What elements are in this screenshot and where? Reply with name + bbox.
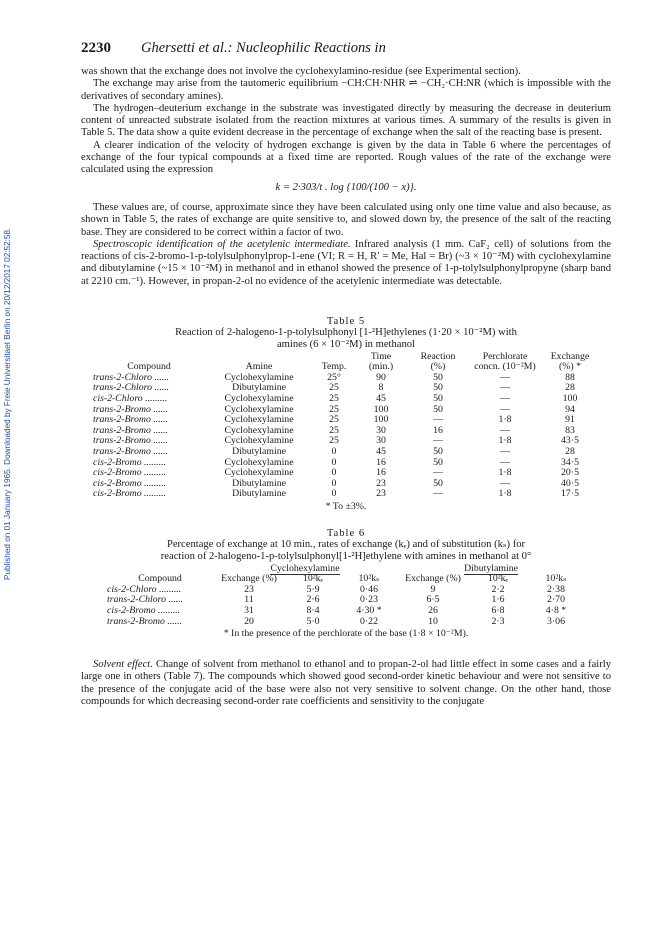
- table5-cell: Dibutylamine: [232, 445, 286, 457]
- table5-cell: 94: [565, 403, 575, 415]
- table5-cell: 17·5: [561, 488, 579, 500]
- table5-header-top-cell: Exchange: [550, 350, 590, 362]
- table5-cell: 30: [376, 435, 386, 447]
- table6-cell: 9: [430, 583, 436, 595]
- table6-cell: 0·46: [360, 583, 378, 595]
- table5-caption-line2: amines (6 × 10⁻²M) in methanol: [276, 339, 416, 351]
- paragraph-2: The exchange may arise from the tautomeric equilibrium −CH:CH·NHR ⇌ −CH₂·CH:NR (which is impossible with the derivatives of secondary amines).: [81, 78, 611, 102]
- table5-cell: 0: [331, 467, 337, 479]
- table5-cell: 0: [331, 477, 337, 489]
- table5-cell: 100: [373, 403, 389, 415]
- table5-cell: 45: [376, 445, 386, 457]
- table5-cell: 0: [331, 456, 337, 468]
- table5-header-cell: concn. (10⁻²M): [474, 361, 536, 373]
- table6-footnote: * In the presence of the perchlorate of the base (1·8 × 10⁻²M).: [223, 628, 469, 640]
- table5-header-cell: Temp.: [321, 361, 347, 373]
- table5-cell: —: [433, 414, 443, 426]
- table6-header-cell: Compound: [138, 573, 182, 585]
- running-title: Ghersetti et al.: Nucleophilic Reactions in: [141, 40, 386, 56]
- table5-cell: 1·8: [498, 435, 512, 447]
- table6-cell: 23: [244, 583, 254, 595]
- table5-cell: —: [500, 477, 510, 489]
- table6-cell: 2·2: [491, 583, 505, 595]
- table5-cell: —: [500, 456, 510, 468]
- table5-cell: cis-2-Bromo .........: [93, 477, 167, 489]
- table6-cell: 3·06: [547, 615, 565, 627]
- table5-header-top-cell: Reaction: [420, 350, 456, 362]
- table5-cell: 1·8: [498, 488, 512, 500]
- solvent-heading: Solvent effect.: [93, 659, 153, 671]
- table6-cell: 6·8: [491, 604, 505, 616]
- table6-cell: 2·3: [491, 615, 505, 627]
- table5-row: [93, 468, 599, 479]
- table5-header-cell: (min.): [368, 361, 394, 373]
- table5-row: [93, 447, 599, 458]
- table5-cell: 25: [329, 414, 339, 426]
- table5-cell: 100: [562, 393, 578, 405]
- table5-cell: Cyclohexylamine: [224, 403, 294, 415]
- table6-header-cell: 10²kₑ: [302, 573, 324, 585]
- table5-header-cell: (%): [430, 361, 446, 373]
- table5-cell: 20·5: [561, 467, 579, 479]
- table5-row: [93, 394, 599, 405]
- table5-cell: trans-2-Bromo ......: [93, 424, 169, 436]
- table5-cell: 16: [433, 424, 443, 436]
- table5-cell: 25: [329, 403, 339, 415]
- spectroscopic-heading: Spectroscopic identification of the acetylenic intermediate.: [93, 238, 351, 250]
- table5-row: [93, 415, 599, 426]
- table5-cell: 30: [376, 424, 386, 436]
- table5-cell: Cyclohexylamine: [224, 393, 294, 405]
- paragraph-1: was shown that the exchange does not involve the cyclohexylamino-residue (see Experimental section).: [81, 66, 521, 77]
- table6-cell: 2·38: [547, 583, 565, 595]
- table6-row: [107, 606, 585, 617]
- table5-cell: Cyclohexylamine: [224, 424, 294, 436]
- table6-cell: 1·6: [491, 594, 505, 606]
- page-number: 2230: [81, 40, 111, 56]
- table5-cell: 50: [433, 382, 443, 394]
- download-provenance-note: Published on 01 January 1965. Downloaded by Freie Universitaet Berlin on 20/12/2017 02:52:58.: [3, 227, 12, 580]
- paragraph-4: A clearer indication of the velocity of hydrogen exchange is given by the data in Table 6 where the percentages of exchange of the four typical compounds at a fixed time are reported. Rough values of the rate of the exchange were calculated using the expression: [81, 139, 611, 176]
- table5-cell: 90: [376, 371, 386, 383]
- table5-cell: —: [500, 371, 510, 383]
- table6-cell: 4·30 *: [356, 604, 382, 616]
- table5-cell: 83: [565, 424, 575, 436]
- table5-cell: trans-2-Bromo ......: [93, 403, 169, 415]
- table5-header-cell: Amine: [245, 361, 273, 373]
- table5-cell: cis-2-Chloro .........: [93, 393, 168, 405]
- table5-cell: 50: [433, 445, 443, 457]
- solvent-text: Change of solvent from methanol to ethanol and to propan-2-ol had little effect in some cases and a fairly large one in others (Table 7). The compounds which showed good second-order kinetic behaviour and were not sensitive to the presence of the conjugate acid of the base were also not very sensitive to solvent change. On the other hand, those compounds for which decreasing second-order rate coefficients and sensitivity to the conjugate: [81, 659, 612, 707]
- table6-cell: 0·23: [360, 594, 378, 606]
- table5-cell: 25: [329, 393, 339, 405]
- table5-cell: 25°: [327, 371, 341, 383]
- table5-cell: —: [433, 435, 443, 447]
- table6-header-cell: Exchange (%): [405, 573, 461, 585]
- table6-cell: 20: [244, 615, 254, 627]
- table6-cell: 10: [428, 615, 438, 627]
- table5-cell: —: [500, 382, 510, 394]
- table5-cell: 23: [376, 477, 386, 489]
- table5-cell: —: [433, 467, 443, 479]
- table5-cell: trans-2-Bromo ......: [93, 435, 169, 447]
- table5-cell: 25: [329, 424, 339, 436]
- table5-cell: —: [500, 403, 510, 415]
- table6-cell: 11: [244, 594, 254, 606]
- table5-header-cell: (%) *: [558, 361, 582, 373]
- table6: [107, 564, 585, 628]
- table6-cell: cis-2-Chloro .........: [107, 583, 182, 595]
- table5-cell: 25: [329, 435, 339, 447]
- spectroscopic-paragraph: [81, 239, 611, 288]
- table6-label: Table 6: [326, 527, 366, 539]
- table5-row: [93, 489, 599, 500]
- table5-cell: —: [433, 488, 443, 500]
- table5-cell: 50: [433, 393, 443, 405]
- table6-cell: trans-2-Bromo ......: [107, 615, 183, 627]
- table5-cell: 34·5: [561, 456, 579, 468]
- table5-cell: cis-2-Bromo .........: [93, 488, 167, 500]
- table6-cell: 4·8 *: [545, 604, 567, 616]
- table5-header-cell: Compound: [127, 361, 171, 373]
- table5-cell: 88: [565, 371, 575, 383]
- table5-cell: trans-2-Chloro ......: [93, 371, 170, 383]
- table5-cell: Cyclohexylamine: [224, 456, 294, 468]
- table5-cell: cis-2-Bromo .........: [93, 467, 167, 479]
- table6-cell: 6·5: [426, 594, 440, 606]
- table5-row: [93, 426, 599, 437]
- table5-cell: trans-2-Bromo ......: [93, 445, 169, 457]
- table5-cell: trans-2-Bromo ......: [93, 414, 169, 426]
- table6-group-dibutylamine: Dibutylamine: [464, 562, 518, 574]
- table5-cell: Dibutylamine: [232, 382, 286, 394]
- journal-page: [81, 40, 611, 708]
- table5-body: [93, 373, 599, 500]
- table6-cell: cis-2-Bromo .........: [107, 604, 181, 616]
- table5-cell: 16: [376, 467, 386, 479]
- rate-equation: k = 2·303/t . log {100/(100 − x)}.: [275, 181, 417, 193]
- table6-cell: 5·9: [306, 583, 320, 595]
- solvent-paragraph: [81, 659, 611, 708]
- table5-row: [93, 458, 599, 469]
- table5-cell: 100: [373, 414, 389, 426]
- table6-cell: trans-2-Chloro ......: [107, 594, 184, 606]
- table5-cell: Cyclohexylamine: [224, 435, 294, 447]
- table5-cell: 50: [433, 403, 443, 415]
- table6-caption-line2: reaction of 2-halogeno-1-p-tolylsulphonyl[1-²H]ethylene with amines in methanol at 0°: [160, 551, 532, 563]
- spectroscopic-text: Infrared analysis (1 mm. CaF₂ cell) of solutions from the reactions of cis-2-bromo-1-p-tolylsulphonylprop-1-ene (VI; R = H, R′ = Me, Hal = Br) (~3 × 10⁻²M) with cyclohexylamine and dibutylamine (~15 × 10⁻²M) in methanol and in ethanol showed the presence of 1-p-tolylsulphonylpropyne (sharp band at 2210 cm.⁻¹). However, in propan-2-ol no evidence of the acetylenic intermediate was detectable.: [81, 238, 612, 287]
- table5-header-top-cell: Perchlorate: [482, 350, 528, 362]
- table5-cell: 28: [565, 382, 575, 394]
- table5-cell: Dibutylamine: [232, 477, 286, 489]
- table6-row: [107, 617, 585, 628]
- table5-cell: 25: [329, 382, 339, 394]
- table5-footnote: * To ±3%.: [325, 500, 367, 512]
- table5-cell: 91: [565, 414, 575, 426]
- table5-cell: —: [500, 393, 510, 405]
- page-header: [81, 40, 611, 66]
- table6-header-cell: Exchange (%): [221, 573, 277, 585]
- table6-body: [107, 585, 585, 627]
- table5-row: [93, 436, 599, 447]
- paragraph-5: These values are, of course, approximate since they have been calculated using only one time value and also because, as shown in Table 5, the rates of exchange are quite sensitive to, and slowed down by, the presence of the salt of the reacting base. They are considered to be correct within a factor of two.: [81, 201, 611, 238]
- table6-group-cyclohexylamine: Cyclohexylamine: [270, 562, 340, 574]
- table5-row: [93, 479, 599, 490]
- table6-cell: 5·0: [306, 615, 320, 627]
- table5-cell: 43·5: [561, 435, 579, 447]
- table6-cell: 8·4: [306, 604, 320, 616]
- table5-cell: 50: [433, 477, 443, 489]
- table5-cell: —: [500, 424, 510, 436]
- table5-cell: —: [500, 445, 510, 457]
- table6-header-cell: 10²kₛ: [545, 573, 567, 585]
- table5-cell: Cyclohexylamine: [224, 467, 294, 479]
- table6-header-cell: 10²kₑ: [487, 573, 509, 585]
- table5-cell: 16: [376, 456, 386, 468]
- table5-cell: 8: [378, 382, 384, 394]
- table5-cell: Dibutylamine: [232, 488, 286, 500]
- table6-cell: 26: [428, 604, 438, 616]
- table5-cell: 23: [376, 488, 386, 500]
- table5-cell: 1·8: [498, 467, 512, 479]
- table6-cell: 2·6: [306, 594, 320, 606]
- table5-cell: cis-2-Bromo .........: [93, 456, 167, 468]
- table6-cell: 31: [244, 604, 254, 616]
- table6-cell: 0·22: [360, 615, 378, 627]
- table5: [93, 352, 599, 500]
- table5-row: [93, 383, 599, 394]
- table5-cell: 1·8: [498, 414, 512, 426]
- table5-cell: 28: [565, 445, 575, 457]
- table5-cell: 40·5: [561, 477, 579, 489]
- table5-header-top-cell: Time: [370, 350, 392, 362]
- table6-header-cell: 10²kₛ: [358, 573, 380, 585]
- table6-cell: 2·70: [547, 594, 565, 606]
- table5-cell: 0: [331, 445, 337, 457]
- table5-cell: trans-2-Chloro ......: [93, 382, 170, 394]
- table5-cell: 45: [376, 393, 386, 405]
- table5-cell: Cyclohexylamine: [224, 414, 294, 426]
- table5-cell: 50: [433, 371, 443, 383]
- table5-row: [93, 405, 599, 416]
- table5-caption-line1: Reaction of 2-halogeno-1-p-tolylsulphonyl [1-²H]ethylenes (1·20 × 10⁻²M) with: [175, 327, 517, 339]
- table5-cell: Cyclohexylamine: [224, 371, 294, 383]
- table5-cell: 50: [433, 456, 443, 468]
- table6-caption-line1: Percentage of exchange at 10 min., rates of exchange (kₑ) and of substitution (kₛ) for: [166, 538, 526, 550]
- paragraph-3: The hydrogen–deuterium exchange in the substrate was investigated directly by measuring the decrease in deuterium content of unreacted substrate isolated from the reaction mixtures at various times. A summary of the results is given in Table 5. The data show a quite evident decrease in the percentage of exchange when the salt of the reacting base is present.: [81, 102, 611, 139]
- table5-label: Table 5: [326, 316, 366, 328]
- table5-cell: 0: [331, 488, 337, 500]
